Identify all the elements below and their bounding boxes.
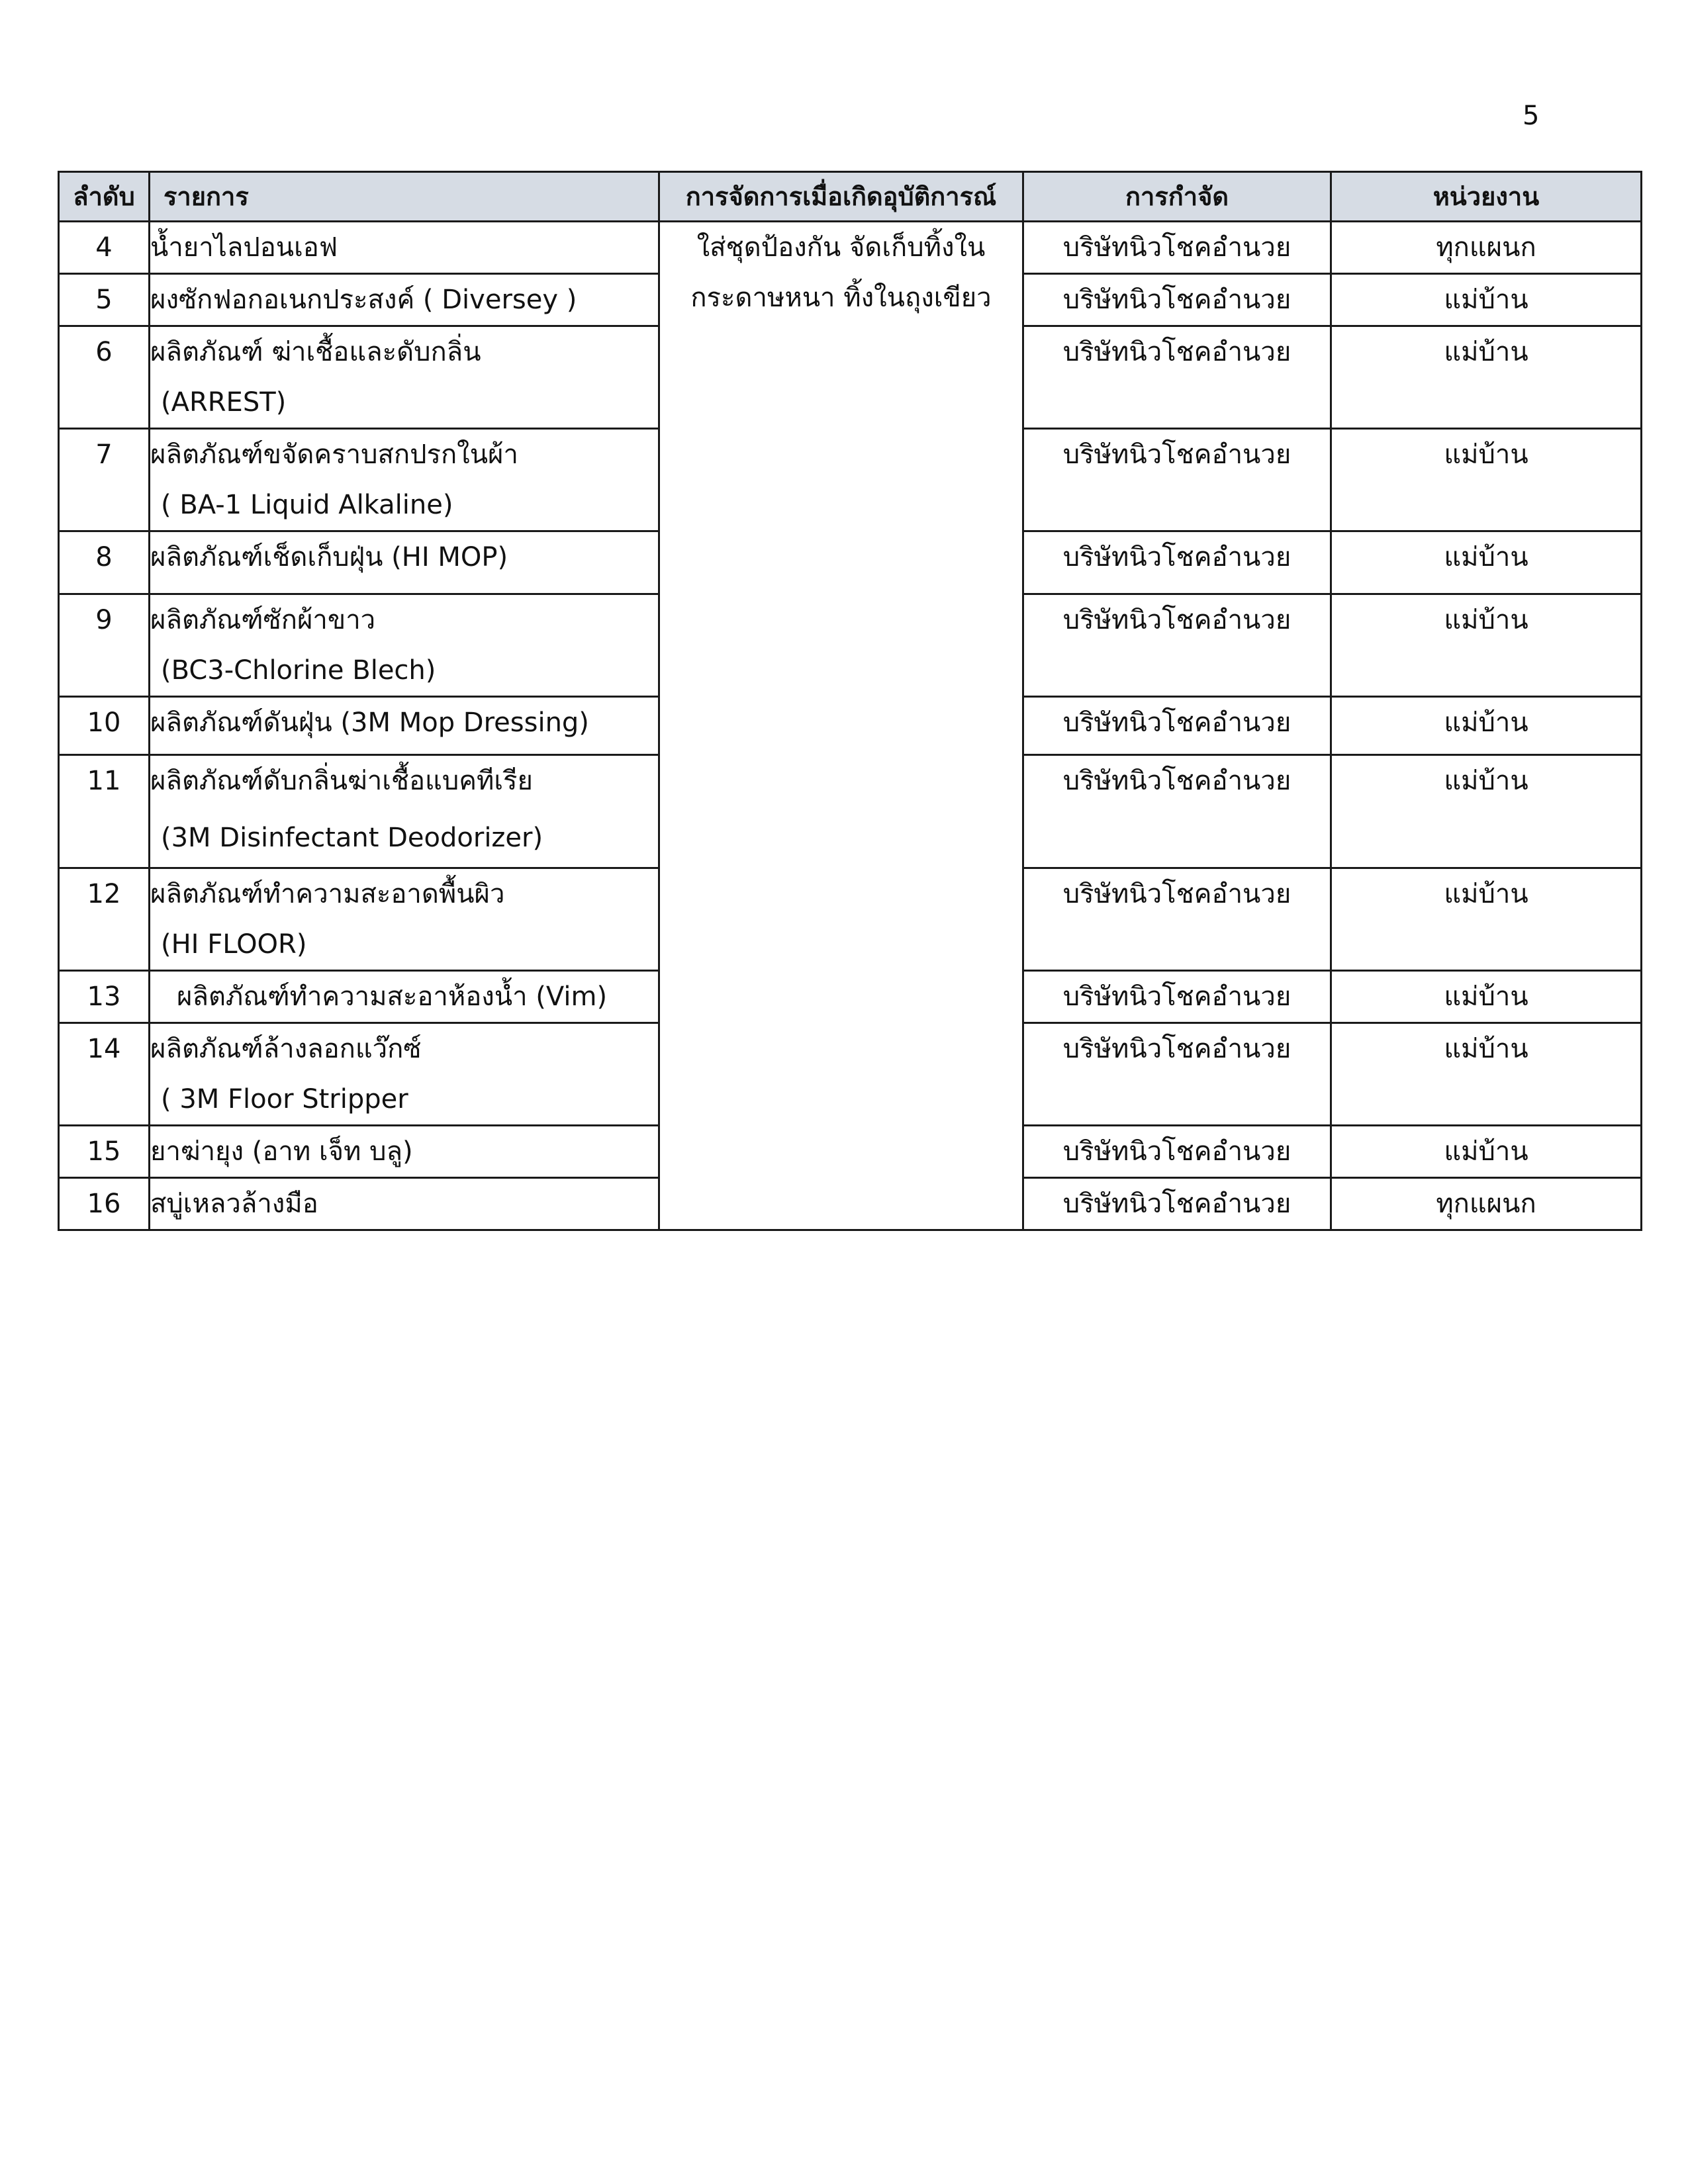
row-item <box>150 755 659 868</box>
row-disposal: บริษัทนิวโชคอำนวย <box>1023 1178 1331 1230</box>
row-department: แม่บ้าน <box>1331 697 1642 755</box>
row-seq: 14 <box>59 1023 150 1126</box>
row-item <box>150 971 659 1023</box>
row-disposal: บริษัทนิวโชคอำนวย <box>1023 531 1331 594</box>
item-name: ผลิตภัณฑ์ดันฝุ่น (3M Mop Dressing) <box>150 707 589 738</box>
row-seq: 11 <box>59 755 150 868</box>
chemical-disposal-table <box>58 171 1642 1231</box>
row-item <box>150 1126 659 1178</box>
row-item <box>150 868 659 971</box>
row-seq: 8 <box>59 531 150 594</box>
row-item <box>150 274 659 326</box>
item-name: ผลิตภัณฑ์ล้างลอกแว๊กซ์ <box>150 1034 422 1064</box>
item-name: ผลิตภัณฑ์ทำความสะอาห้องน้ำ (Vim) <box>177 981 608 1012</box>
row-disposal: บริษัทนิวโชคอำนวย <box>1023 429 1331 531</box>
row-seq: 13 <box>59 971 150 1023</box>
row-department: แม่บ้าน <box>1331 1023 1642 1126</box>
item-trade-name: ( BA-1 Liquid Alkaline) <box>161 490 453 520</box>
table-header-row <box>59 172 1642 222</box>
row-seq: 7 <box>59 429 150 531</box>
row-item <box>150 531 659 594</box>
row-item <box>150 594 659 697</box>
row-disposal: บริษัทนิวโชคอำนวย <box>1023 222 1331 274</box>
row-disposal: บริษัทนิวโชคอำนวย <box>1023 755 1331 868</box>
row-disposal: บริษัทนิวโชคอำนวย <box>1023 274 1331 326</box>
row-department: แม่บ้าน <box>1331 868 1642 971</box>
row-disposal: บริษัทนิวโชคอำนวย <box>1023 868 1331 971</box>
row-item <box>150 222 659 274</box>
row-item <box>150 697 659 755</box>
item-trade-name: (BC3-Chlorine Blech) <box>161 655 436 686</box>
item-name: ผลิตภัณฑ์ขจัดคราบสกปรกในผ้า <box>150 439 518 470</box>
item-name: สบู่เหลวล้างมือ <box>150 1189 318 1219</box>
row-disposal: บริษัทนิวโชคอำนวย <box>1023 1023 1331 1126</box>
handling-line-1: ใส่ชุดป้องกัน จัดเก็บทิ้งใน <box>696 232 986 263</box>
table-row <box>59 222 1642 274</box>
item-name: ผลิตภัณฑ์ซักผ้าขาว <box>150 605 376 635</box>
row-department: แม่บ้าน <box>1331 1126 1642 1178</box>
row-item <box>150 429 659 531</box>
header-department: หน่วยงาน <box>1331 172 1642 222</box>
row-department: ทุกแผนก <box>1331 222 1642 274</box>
handling-line-2: กระดาษหนา ทิ้งในถุงเขียว <box>690 283 992 313</box>
item-trade-name: ( 3M Floor Stripper <box>161 1084 408 1115</box>
header-disposal: การกำจัด <box>1023 172 1331 222</box>
row-department: แม่บ้าน <box>1331 531 1642 594</box>
item-name: ผลิตภัณฑ์ ฆ่าเชื้อและดับกลิ่น <box>150 337 481 367</box>
row-seq: 10 <box>59 697 150 755</box>
item-trade-name: (HI FLOOR) <box>161 929 307 960</box>
handling-procedure-cell <box>659 222 1023 1230</box>
row-department: แม่บ้าน <box>1331 274 1642 326</box>
row-department: ทุกแผนก <box>1331 1178 1642 1230</box>
row-seq: 6 <box>59 326 150 429</box>
row-seq: 16 <box>59 1178 150 1230</box>
row-item <box>150 326 659 429</box>
item-name: ผลิตภัณฑ์ดับกลิ่นฆ่าเชื้อแบคทีเรีย <box>150 766 533 796</box>
row-disposal: บริษัทนิวโชคอำนวย <box>1023 326 1331 429</box>
header-seq: ลำดับ <box>59 172 150 222</box>
header-handling: การจัดการเมื่อเกิดอุบัติการณ์ <box>659 172 1023 222</box>
page-number: 5 <box>1523 101 1540 131</box>
item-name: ผงซักฟอกอเนกประสงค์ ( Diversey ) <box>150 285 577 315</box>
item-name: น้ำยาไลปอนเอฟ <box>150 232 338 263</box>
row-disposal: บริษัทนิวโชคอำนวย <box>1023 1126 1331 1178</box>
row-department: แม่บ้าน <box>1331 326 1642 429</box>
row-item <box>150 1023 659 1126</box>
row-disposal: บริษัทนิวโชคอำนวย <box>1023 594 1331 697</box>
item-trade-name: (3M Disinfectant Deodorizer) <box>161 823 543 853</box>
item-trade-name: (ARREST) <box>161 387 287 418</box>
row-seq: 15 <box>59 1126 150 1178</box>
item-name: ผลิตภัณฑ์ทำความสะอาดพื้นผิว <box>150 879 505 909</box>
row-seq: 12 <box>59 868 150 971</box>
header-item: รายการ <box>150 172 659 222</box>
row-disposal: บริษัทนิวโชคอำนวย <box>1023 697 1331 755</box>
row-department: แม่บ้าน <box>1331 971 1642 1023</box>
row-seq: 5 <box>59 274 150 326</box>
item-name: ยาฆ่ายุง (อาท เจ็ท บลู) <box>150 1136 413 1167</box>
row-department: แม่บ้าน <box>1331 755 1642 868</box>
row-seq: 4 <box>59 222 150 274</box>
row-seq: 9 <box>59 594 150 697</box>
row-item <box>150 1178 659 1230</box>
row-disposal: บริษัทนิวโชคอำนวย <box>1023 971 1331 1023</box>
row-department: แม่บ้าน <box>1331 429 1642 531</box>
row-department: แม่บ้าน <box>1331 594 1642 697</box>
item-name: ผลิตภัณฑ์เช็ดเก็บฝุ่น (HI MOP) <box>150 542 508 572</box>
